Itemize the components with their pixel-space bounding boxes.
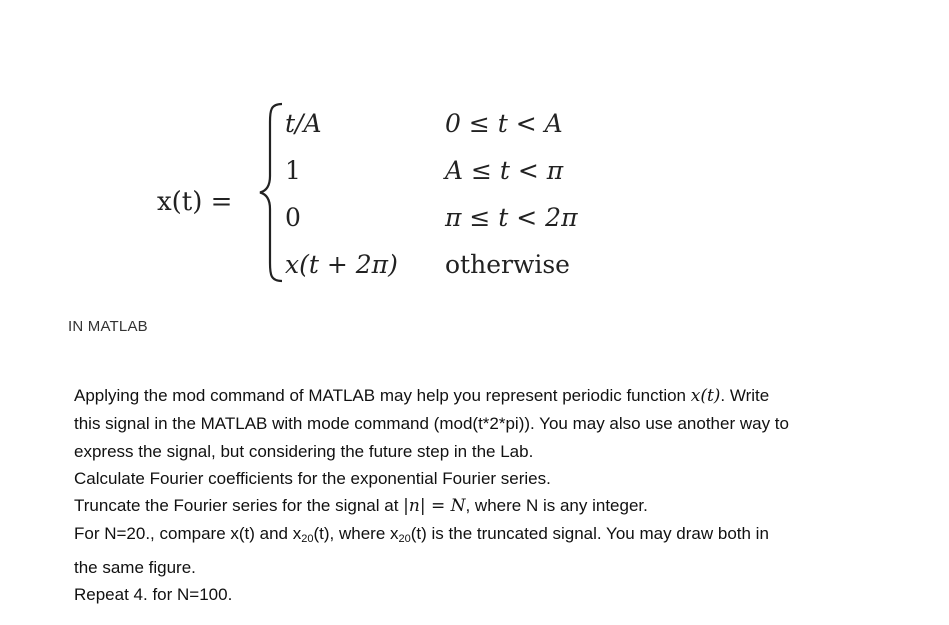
text-line-3: express the signal, but considering the future step in the Lab. — [74, 441, 534, 461]
text-line-6: For N=20., compare x(t) and $x_{20}(t)$, where $x_{20}(t)$ is the truncated signal. You may draw both in — [74, 524, 769, 546]
inline-math: |n| = N — [403, 496, 466, 517]
case-4-cond: otherwise — [445, 250, 570, 279]
case-1-expr: t/A — [285, 109, 322, 138]
text-line-1: Applying the mod command of MATLAB may help you represent periodic function x(t). Write — [74, 386, 770, 406]
text-line-2: this signal in the MATLAB with mode command (mod(t*2*pi)). You may also use another way to — [74, 414, 789, 434]
equation-lhs: x(t) = — [157, 187, 233, 217]
inline-math: x(t) — [690, 386, 721, 406]
section-label: IN MATLAB — [68, 318, 148, 335]
text-line-7: the same figure. — [74, 557, 196, 577]
case-3-expr: 0 — [285, 203, 301, 232]
case-3-cond: π ≤ t < 2π — [445, 203, 578, 232]
case-2-expr: 1 — [285, 156, 301, 185]
instructions-paragraph — [74, 382, 904, 608]
case-1-cond: 0 ≤ t < A — [445, 109, 563, 138]
text-line-8: Repeat 4. for N=100. — [74, 585, 233, 605]
left-brace — [258, 100, 284, 285]
text-line-5: Truncate the Fourier series for the signal at |n| = N, where N is any integer. — [74, 496, 648, 517]
case-4-expr: x(t + 2π) — [285, 250, 398, 279]
case-2-cond: A ≤ t < π — [445, 156, 564, 185]
text-line-4: Calculate Fourier coefficients for the exponential Fourier series. — [74, 468, 551, 488]
